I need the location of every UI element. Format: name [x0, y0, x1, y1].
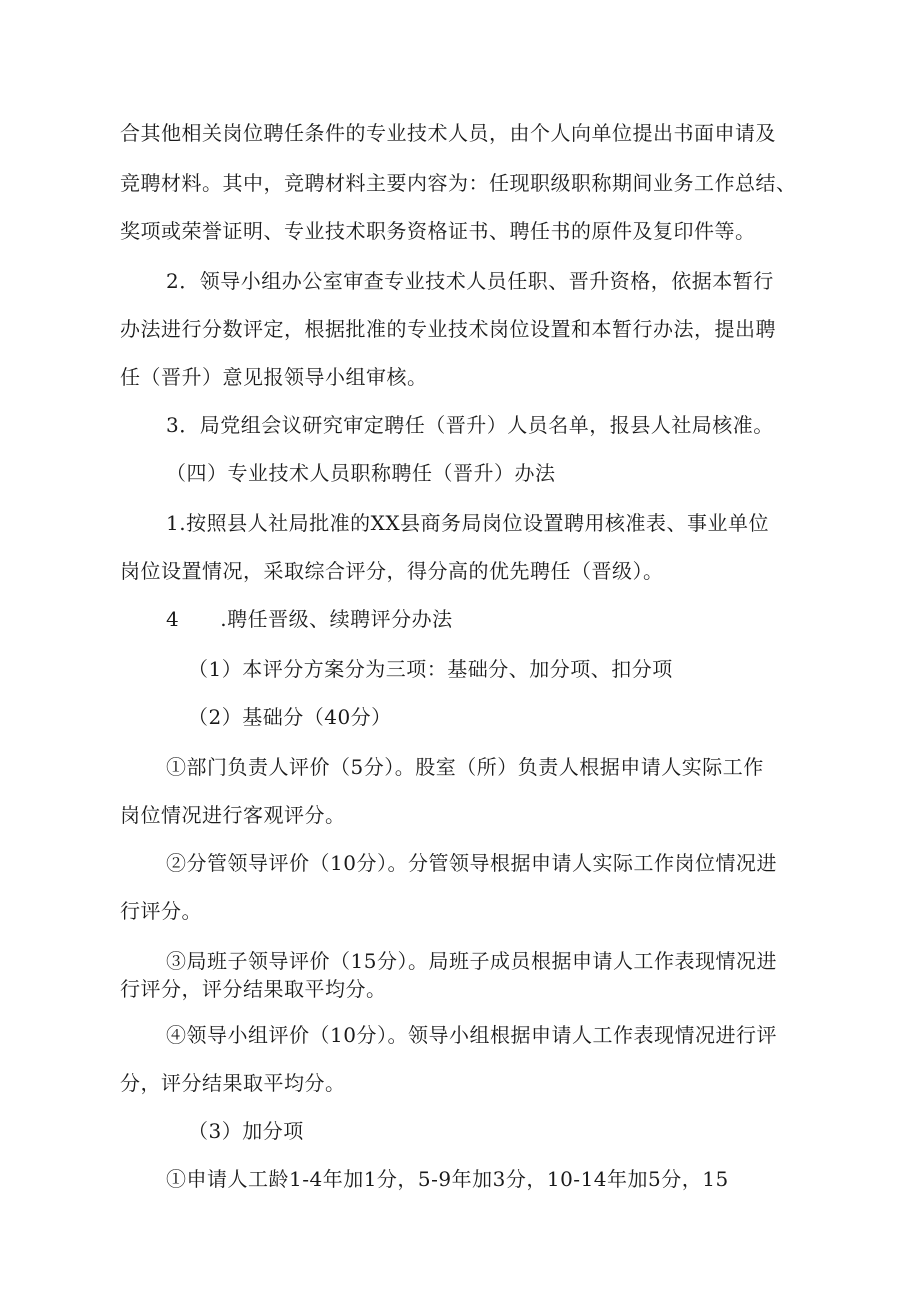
- text-line: 4 .聘任晋级、续聘评分办法: [166, 607, 453, 631]
- text-line: 奖项或荣誉证明、专业技术职务资格证书、聘任书的原件及复印件等。: [120, 219, 756, 243]
- text-line: （2）基础分（40分）: [188, 705, 392, 729]
- text-line: 2．领导小组办公室审查专业技术人员任职、晋升资格，依据本暂行: [166, 269, 774, 293]
- text-line: ③局班子领导评价（15分）。局班子成员根据申请人工作表现情况进: [166, 949, 777, 973]
- text-line: 竞聘材料。其中，竞聘材料主要内容为：任现职级职称期间业务工作总结、: [120, 171, 797, 195]
- text-line: 岗位设置情况，采取综合评分，得分高的优先聘任（晋级）。: [120, 559, 664, 583]
- text-line: （1）本评分方案分为三项：基础分、加分项、扣分项: [188, 657, 673, 681]
- section-heading: （四）专业技术人员职称聘任（晋升）办法: [166, 461, 556, 485]
- text-line: ②分管领导评价（10分）。分管领导根据申请人实际工作岗位情况进: [166, 851, 777, 875]
- text-line: 办法进行分数评定，根据批准的专业技术岗位设置和本暂行办法，提出聘: [120, 317, 776, 341]
- text-line: 行评分，评分结果取平均分。: [120, 977, 387, 1001]
- text-line: 3．局党组会议研究审定聘任（晋升）人员名单，报县人社局核准。: [166, 413, 774, 437]
- text-line: 任（晋升）意见报领导小组审核。: [120, 365, 428, 389]
- text-line: ①申请人工龄1-4年加1分，5-9年加3分，10-14年加5分，15: [166, 1167, 729, 1191]
- text-line: 岗位情况进行客观评分。: [120, 803, 346, 827]
- text-line: 1.按照县人社局批准的XX县商务局岗位设置聘用核准表、事业单位: [166, 511, 770, 535]
- text-line: ①部门负责人评价（5分）。股室（所）负责人根据申请人实际工作: [166, 755, 764, 779]
- text-line: ④领导小组评价（10分）。领导小组根据申请人工作表现情况进行评: [166, 1023, 777, 1047]
- text-line: （3）加分项: [188, 1119, 304, 1143]
- text-line: 分，评分结果取平均分。: [120, 1071, 346, 1095]
- text-line: 合其他相关岗位聘任条件的专业技术人员，由个人向单位提出书面申请及: [120, 121, 776, 145]
- text-line: 行评分。: [120, 899, 202, 923]
